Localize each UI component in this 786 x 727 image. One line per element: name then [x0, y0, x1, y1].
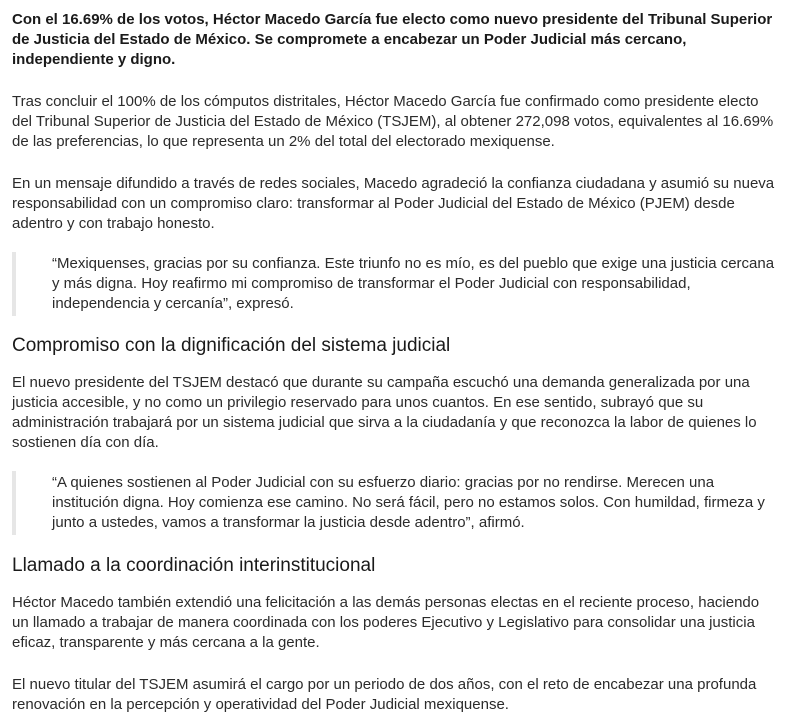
section-heading-coordination: Llamado a la coordinación interinstitucional — [12, 555, 376, 576]
blockquote-judicial-staff: “A quienes sostienen al Poder Judicial con su esfuerzo diario: gracias por no rendirse. Merecen una institución digna. Hoy comienza ese camino. No será fácil, pero no estamos solos. Con humildad, firmeza y junto a ustedes, vamos a transformar la justicia desde adentro”, afirmó. — [12, 471, 776, 535]
paragraph-congratulations: Héctor Macedo también extendió una felicitación a las demás personas electas en el reciente proceso, haciendo un llamado a trabajar de manera coordinada con los poderes Ejecutivo y Legislativo para consolidar una justicia eficaz, transparente y más cercana a la gente. — [12, 594, 760, 651]
paragraph-accessible-justice: El nuevo presidente del TSJEM destacó que durante su campaña escuchó una demanda generalizada por una justicia accesible, y no como un privilegio reservado para unos cuantos. En ese sentido, subrayó que su administración trabajará por un sistema judicial que sirva a la ciudadanía y que reconozca la labor de quienes lo sostienen día con día. — [12, 374, 757, 451]
paragraph-gratitude-message: En un mensaje difundido a través de redes sociales, Macedo agradeció la confianza ciudadana y asumió su nueva responsabilidad con un compromiso claro: transformar al Poder Judicial del Estado de México (PJEM) desde adentro y con trabajo honesto. — [12, 175, 775, 232]
paragraph-vote-results: Tras concluir el 100% de los cómputos distritales, Héctor Macedo García fue confirmado como presidente electo del Tribunal Superior de Justicia del Estado de México (TSJEM), al obtener 272,098 votos, equivalentes al 16.69% de las preferencias, lo que representa un 2% del total del electorado mexiquense. — [12, 93, 774, 150]
paragraph-term-length: El nuevo titular del TSJEM asumirá el cargo por un periodo de dos años, con el reto de encabezar una profunda renovación en la percepción y operatividad del Poder Judicial mexiquense. — [12, 676, 757, 713]
article-lead: Con el 16.69% de los votos, Héctor Macedo García fue electo como nuevo presidente del Tribunal Superior de Justicia del Estado de México. Se compromete a encabezar un Poder Judicial más cercano, independiente y digno. — [12, 11, 773, 68]
blockquote-thanks: “Mexiquenses, gracias por su confianza. Este triunfo no es mío, es del pueblo que exige una justicia cercana y más digna. Hoy reafirmo mi compromiso de transformar el Poder Judicial con responsabilidad, independencia y cercanía”, expresó. — [12, 252, 776, 316]
section-heading-dignification: Compromiso con la dignificación del sistema judicial — [12, 335, 451, 356]
